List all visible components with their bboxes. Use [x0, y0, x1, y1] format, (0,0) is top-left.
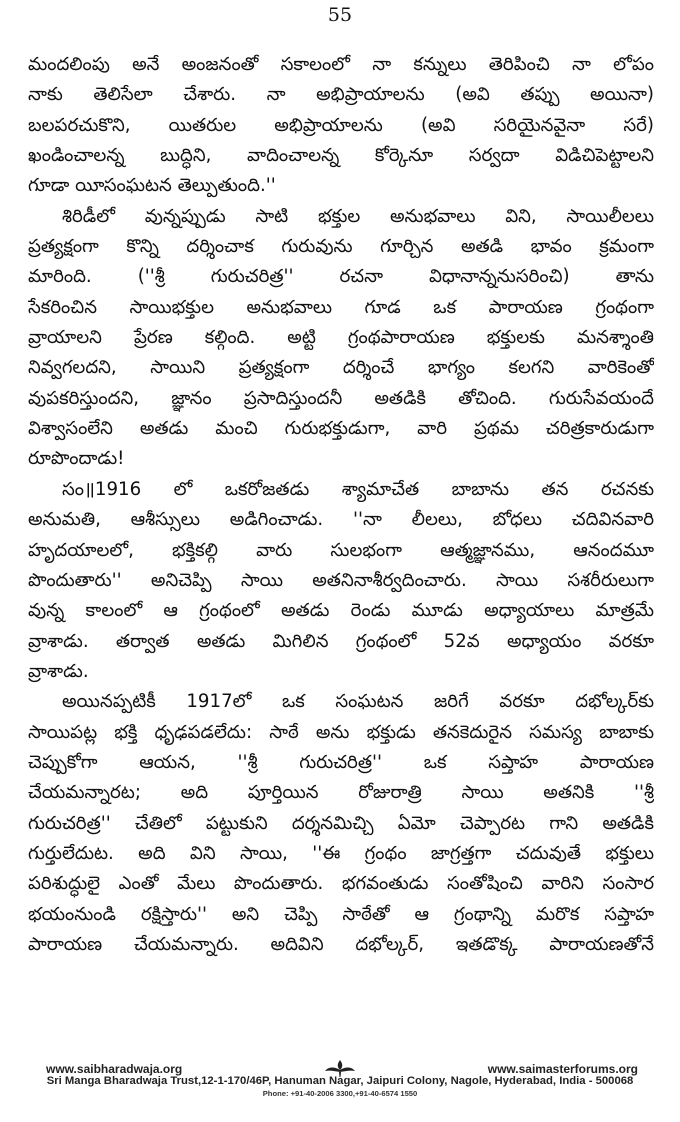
footer-url-right[interactable]: www.saimasterforums.org: [487, 1062, 638, 1076]
footer-url-left[interactable]: www.saibharadwaja.org: [46, 1062, 183, 1076]
body-text: [28, 50, 654, 960]
text-line: మందలింపు అనే అంజనంతో సకాలంలో నా కన్నులు తెరిపించి నా లోపం: [28, 54, 654, 75]
text-line: శిరిడీలో వున్నప్పుడు సాటి భక్తుల అనుభవాలు విని, సాయిలీలలు: [62, 205, 654, 227]
text-line: పరిశుద్ధులై ఎంతో మేలు పొందుతారు. భగవంతుడు సంతోషించి వారిని సంసార: [28, 873, 654, 895]
text-line: వున్న కాలంలో ఆ గ్రంథంలో అతడు రెండు మూడు అధ్యాయాలు మాత్రమే: [28, 600, 654, 622]
page-number: 55: [327, 4, 353, 26]
text-line: విశ్వాసంలేని అతడు మంచి గురుభక్తుడుగా, వారి ప్రథమ చరిత్రకారుడుగా: [28, 418, 654, 440]
text-line: ఖండించాలన్న బుద్ధిని, వాదించాలన్న కోర్కెనూ సర్వదా విడిచిపెట్టాలని: [28, 145, 654, 167]
text-line: వ్రాయాలని ప్రేరణ కల్గింది. అట్టి గ్రంథపారాయణ భక్తులకు మనశ్శాంతి: [28, 327, 654, 349]
text-line: పారాయణ చేయమన్నారు. అదివిని దభోల్కర్, ఇతడొక్క పారాయణతోనే: [28, 933, 654, 955]
text-line: వుపకరిస్తుందని, జ్ఞానం ప్రసాదిస్తుందనీ అతడికి తోచింది. గురుసేవయందే: [28, 387, 654, 409]
text-line: మారింది. (''శ్రీ గురుచరిత్ర'' రచనా విధానాన్ననుసరించి) తాను: [28, 266, 654, 288]
text-line: పొందుతారు'' అనిచెప్పి సాయి అతనినాశీర్వదించారు. సాయి సశరీరులుగా: [28, 569, 654, 591]
text-line: చెప్పుకోగా ఆయన, ''శ్రీ గురుచరిత్ర'' ఒక సప్తాహ పారాయణ: [28, 751, 654, 773]
text-line: వ్రాశాడు.: [28, 660, 89, 682]
text-line: గూడా యీసంఘటన తెల్పుతుంది.'': [28, 175, 276, 197]
text-line: గురుచరిత్ర'' చేతిలో పట్టుకుని దర్శనమిచ్చి ఏమో చెప్పారట గాని అతడికి: [28, 812, 654, 834]
text-line: వ్రాశాడు. తర్వాత అతడు మిగిలిన గ్రంథంలో 52వ అధ్యాయం వరకూ: [28, 630, 654, 652]
text-line: హృదయాలలో, భక్తికల్గి వారు సులభంగా ఆత్మజ్ఞానము, ఆనందమూ: [28, 539, 654, 561]
footer-address: Sri Manga Bharadwaja Trust,12-1-170/46P, Hanuman Nagar, Jaipuri Colony, Nagole, Hyderabad, India - 500068: [46, 1075, 634, 1087]
text-line: సం॥1916 లో ఒకరోజతడు శ్యామాచేత బాబాను తన రచనకు: [62, 478, 654, 500]
text-line: ప్రత్యక్షంగా కొన్ని దర్శించాక గురువును గూర్చిన అతడి భావం క్రమంగా: [28, 236, 654, 258]
footer-phone: Phone: +91-40-2006 3300,+91-40-6574 1550: [262, 1089, 418, 1098]
text-line: గుర్తులేదుట. అది విని సాయి, ''ఈ గ్రంథం జాగ్రత్తగా చదువుతే భక్తులు: [28, 842, 654, 864]
text-line: నాకు తెలిసేలా చేశారు. నా అభిప్రాయాలను (అవి తప్పు అయినా): [28, 84, 654, 106]
page-footer: [0, 1058, 680, 1122]
text-line: భయంనుండి రక్షిస్తారు'' అని చెప్పి సాఠేతో ఆ గ్రంథాన్ని మరొక సప్తాహ: [28, 903, 654, 925]
text-line: సేకరించిన సాయిభక్తుల అనుభవాలు గూడ ఒక పారాయణ గ్రంథంగా: [28, 296, 654, 318]
text-line: నివ్వగలదని, సాయిని ప్రత్యక్షంగా దర్శించే భాగ్యం కలగని వారికెంతో: [28, 357, 654, 379]
text-line: చేయమన్నారట; అది పూర్తియిన రోజురాత్రి సాయి అతనికి ''శ్రీ: [28, 782, 654, 804]
text-line: రూపొందాడు!: [28, 448, 125, 470]
text-line: అయినప్పటికీ 1917లో ఒక సంఘటన జరిగే వరకూ దభోల్కర్‌కు: [62, 691, 654, 713]
text-line: సాయిపట్ల భక్తి ధృఢపడలేదు: సాఠే అను భక్తుడు తనకెదురైన సమస్య బాబాకు: [28, 721, 654, 743]
text-line: అనుమతి, ఆశీస్సులు అడిగించాడు. ''నా లీలలు, బోధలు చదివినవారి: [28, 509, 654, 531]
text-line: బలపరచుకొని, యితరుల అభిప్రాయాలను (అవి సరియైనవైనా సరే): [28, 114, 654, 136]
